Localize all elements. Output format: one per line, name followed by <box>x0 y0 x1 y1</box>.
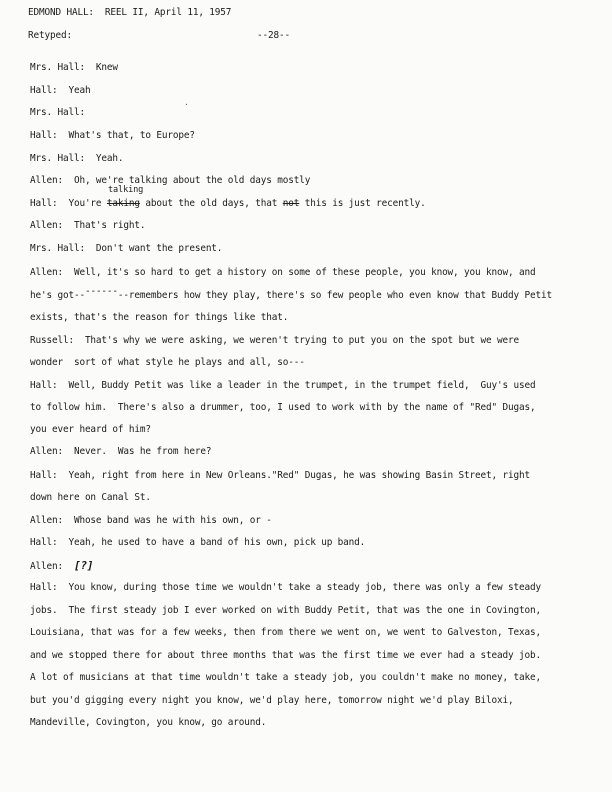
transcript-line: Louisiana, that was for a few weeks, then from there we went on, we went to Galveston, Texas, <box>30 627 541 638</box>
transcript-line: Hall: What's that, to Europe? <box>30 130 195 141</box>
transcript-line: Mandeville, Covington, you know, go around. <box>30 717 267 728</box>
handwritten-bracket: [?] <box>73 559 94 572</box>
transcript-line: and we stopped there for about three months that was the first time we ever had a steady job. <box>30 650 541 661</box>
transcript-line: Mrs. Hall: Don't want the present. <box>30 243 223 254</box>
transcript-line: to follow him. There's also a drummer, too, I used to work with by the name of "Red" Dugas, <box>30 402 536 413</box>
transcript-line: Mrs. Hall: Yeah. <box>30 153 124 164</box>
transcript-line: jobs. The first steady job I ever worked on with Buddy Petit, that was the one in Covington, <box>30 605 541 616</box>
transcript-line: Allen: Never. Was he from here? <box>30 446 212 457</box>
transcript-line: Mrs. Hall: <box>30 107 85 118</box>
transcript-line: Allen: That's right. <box>30 220 146 231</box>
transcript-line: Hall: Yeah <box>30 85 91 96</box>
transcript-line: Hall: Well, Buddy Petit was like a leader in the trumpet, in the trumpet field, Guy's used <box>30 380 536 391</box>
transcript-line: Allen: [?] <box>30 559 94 572</box>
struck-word: taking <box>106 198 140 209</box>
transcript-line: you ever heard of him? <box>30 424 151 435</box>
transcript-line: Russell: That's why we were asking, we weren't trying to put you on the spot but we were <box>30 335 519 346</box>
transcript-line: but you'd gigging every night you know, we'd play here, tomorrow night we'd play Biloxi, <box>30 695 514 706</box>
retyped-label: Retyped: <box>28 30 72 41</box>
handwritten-mark: · <box>184 100 189 109</box>
struck-not: not <box>282 198 300 209</box>
transcript-line: Hall: You know, during those time we wouldn't take a steady job, there was only a few steady <box>30 582 541 593</box>
transcript-line: exists, that's the reason for things like that. <box>30 312 289 323</box>
transcript-line: down here on Canal St. <box>30 492 151 503</box>
handwritten-dashes: ------ <box>84 286 118 297</box>
inserted-word: talking <box>108 185 144 195</box>
transcript-line: Allen: Well, it's so hard to get a history on some of these people, you know, you know, and <box>30 267 536 278</box>
header-title: EDMOND HALL: REEL II, April 11, 1957 <box>28 7 232 18</box>
transcript-line: Hall: Yeah, he used to have a band of his own, pick up band. <box>30 537 366 548</box>
transcript-line: he's got----------remembers how they play, there's so few people who even know that Buddy Petit <box>30 286 552 301</box>
page-number: --28-- <box>257 30 290 41</box>
transcript-line: Allen: Oh, we're talking about the old days mostly <box>30 175 311 186</box>
transcript-line: Hall: You're taking about the old days, that not this is just recently. <box>30 198 426 209</box>
transcript-line: Hall: Yeah, right from here in New Orleans."Red" Dugas, he was showing Basin Street, right <box>30 470 530 481</box>
transcript-line: Mrs. Hall: Knew <box>30 62 118 73</box>
transcript-line: Allen: Whose band was he with his own, or - <box>30 515 272 526</box>
transcript-line: A lot of musicians at that time wouldn't take a steady job, you couldn't make no money, take, <box>30 672 541 683</box>
transcript-line: wonder sort of what style he plays and all, so--- <box>30 357 305 368</box>
